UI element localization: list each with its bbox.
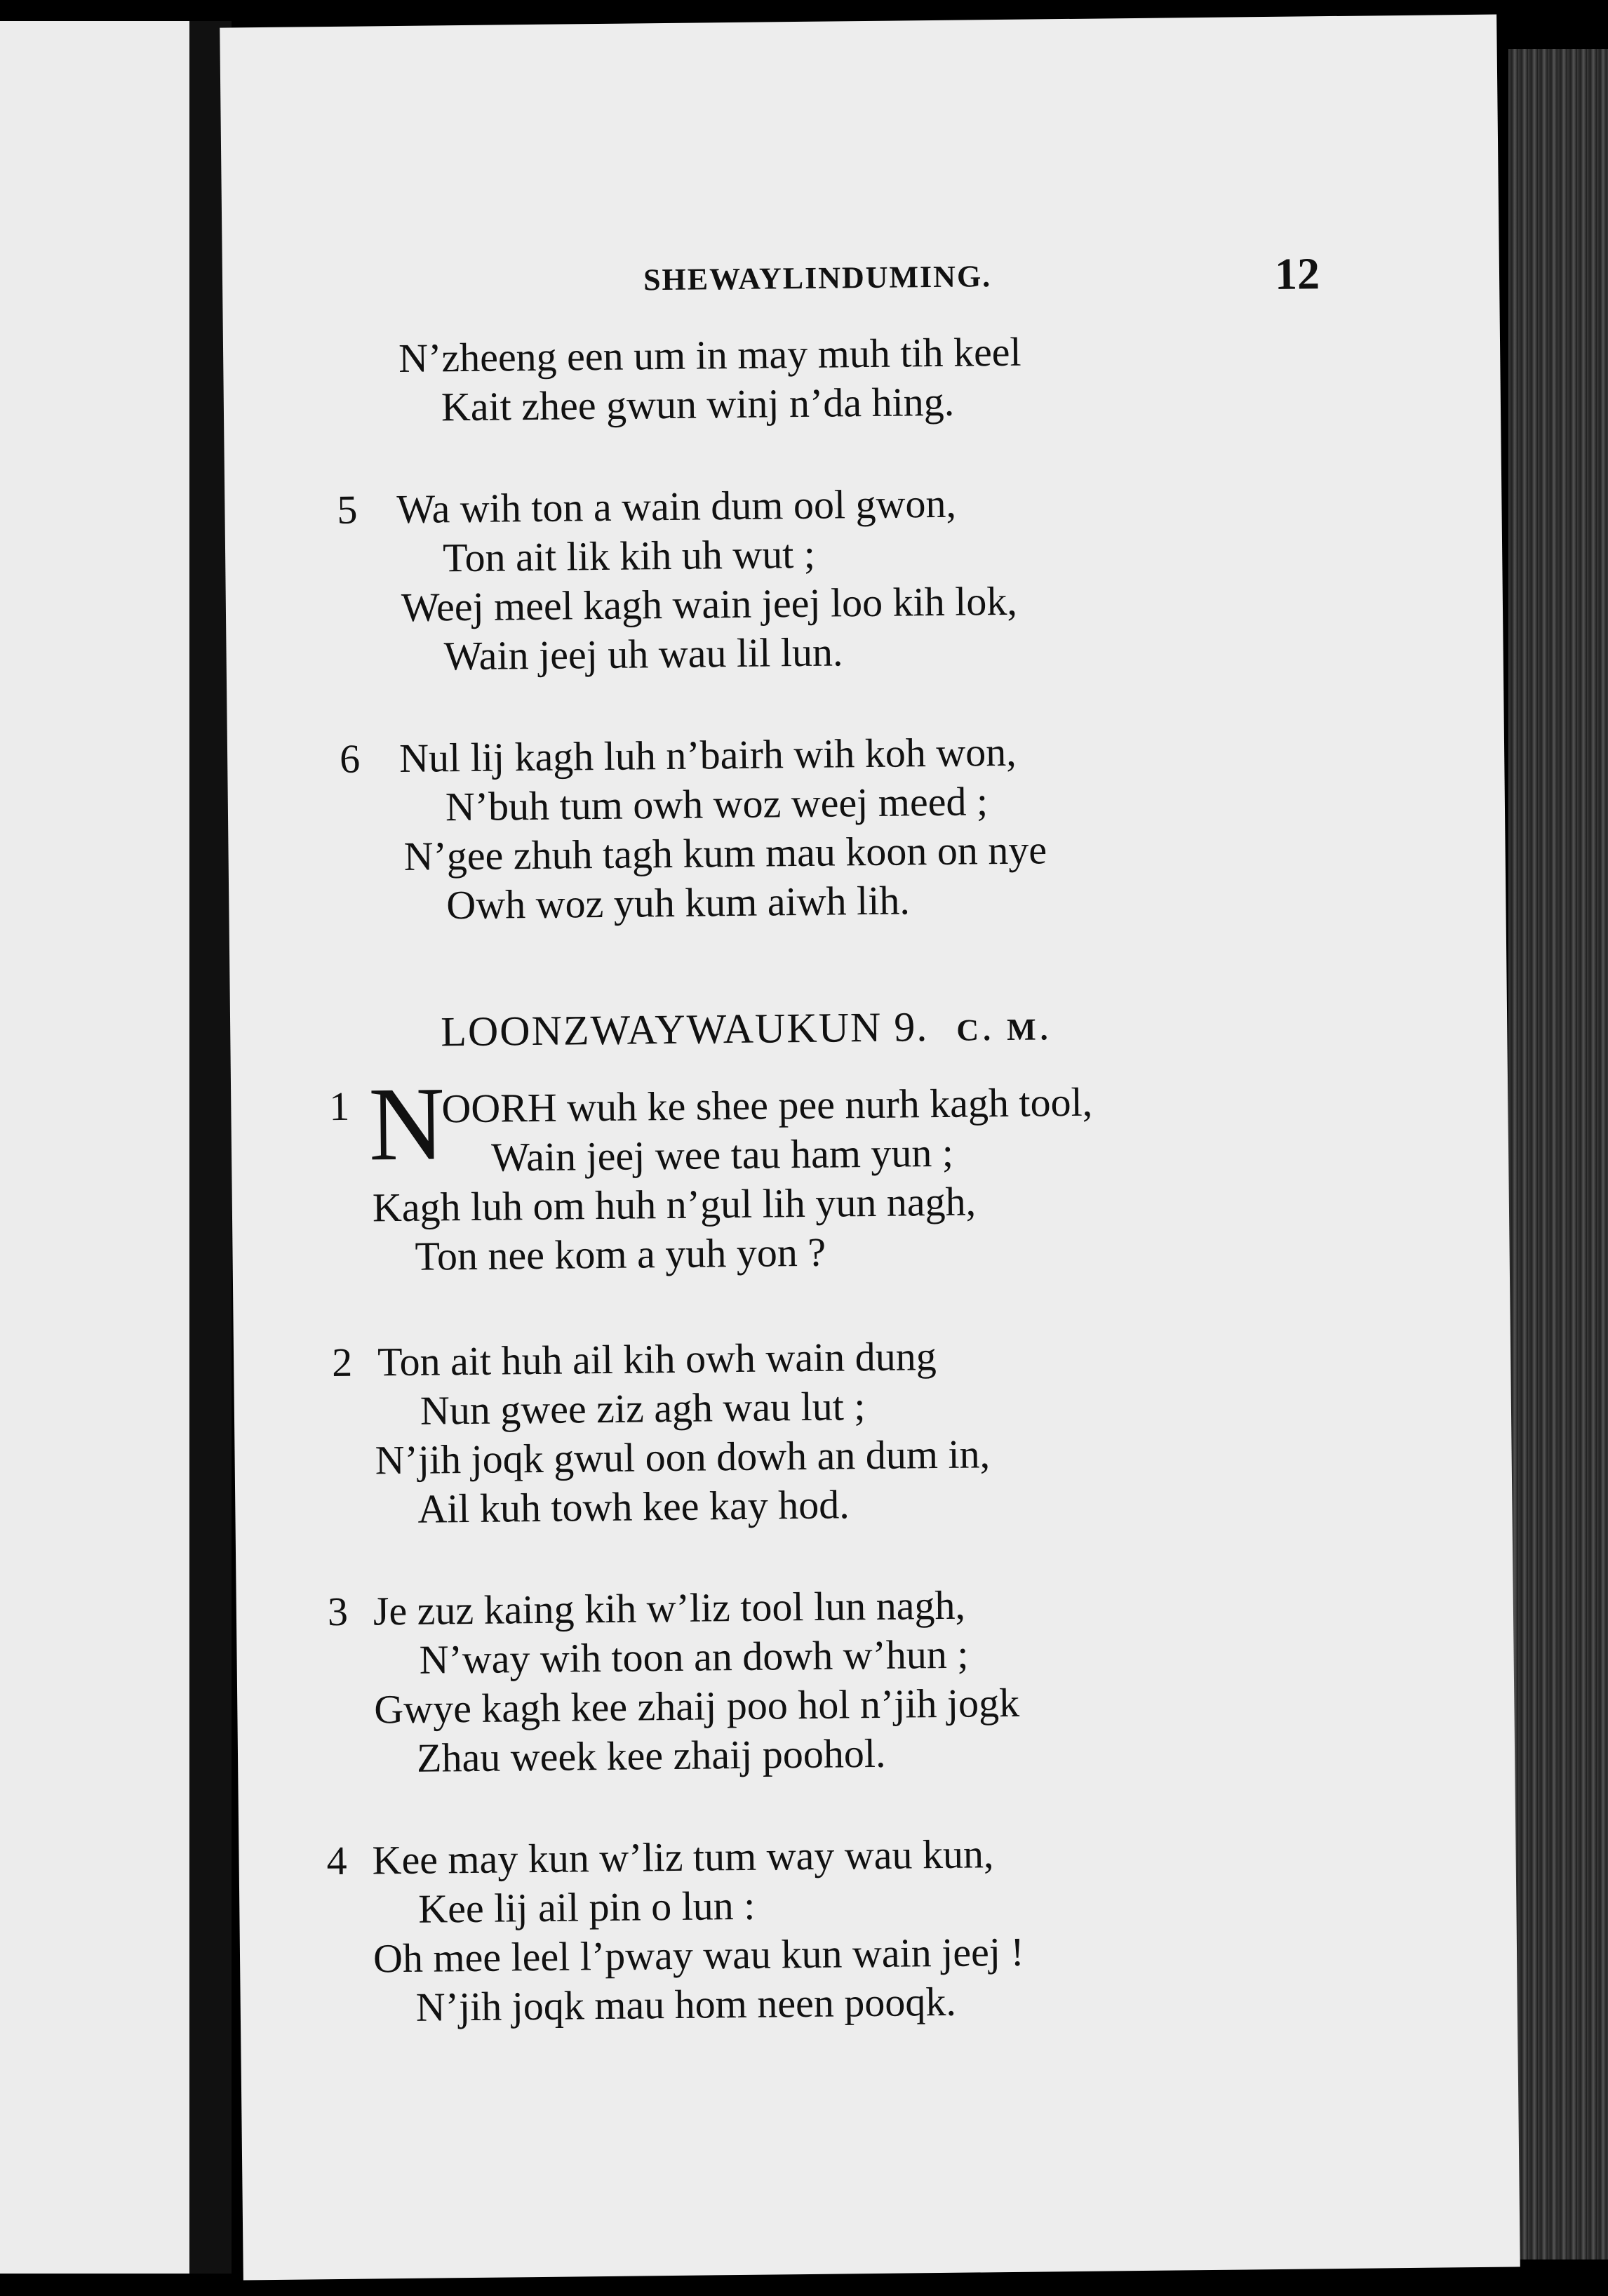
hymn-title-text: LOONZWAYWAUKUN 9. (440, 1003, 929, 1055)
verse-line: Ton ait huh ail kih owh wain dung (377, 1333, 937, 1385)
hymn-meter: C. M. (956, 1012, 1052, 1048)
stanza-number: 1 (329, 1083, 350, 1130)
verse-line: Je zuz kaing kih w’liz tool lun nagh, (373, 1582, 966, 1634)
verse-line: N’buh tum owh woz weej meed ; (445, 778, 989, 830)
verse-line: Weej meel kagh wain jeej loo kih lok, (401, 578, 1018, 630)
stanza-number: 2 (331, 1339, 353, 1386)
verse-line: Gwye kagh kee zhaij poo hol n’jih jogk (374, 1679, 1020, 1733)
verse-line: N’jih joqk mau hom neen pooqk. (415, 1978, 957, 2030)
verse-line: N’way wih toon an dowh w’hun ; (419, 1631, 969, 1683)
verse-line: OORH wuh ke shee pee nurh kagh tool, (441, 1079, 1093, 1132)
stanza-number: 3 (327, 1588, 349, 1635)
verse-line: Wain jeej wee tau ham yun ; (490, 1129, 954, 1180)
verse-line: Ton nee kom a yuh yon ? (415, 1229, 826, 1279)
verse-line: N’zheeng een um in may muh tih keel (398, 328, 1021, 381)
verse-line: Kagh luh om huh n’gul lih yun nagh, (372, 1178, 977, 1231)
verse-line: N’gee zhuh tagh kum mau koon on nye (403, 827, 1047, 879)
verse-line: Nul lij kagh luh n’bairh wih koh won, (398, 728, 1017, 781)
verse-line: Wa wih ton a wain dum ool gwon, (396, 480, 957, 533)
stanza-number: 4 (326, 1837, 347, 1884)
verse-line: Nun gwee ziz agh wau lut ; (420, 1383, 866, 1434)
book-page (220, 15, 1520, 2281)
stanza-number: 6 (339, 735, 361, 782)
verse-line: Ail kuh towh kee kay hod. (417, 1481, 850, 1532)
page-number: 12 (1274, 248, 1320, 299)
facing-page (0, 21, 189, 2274)
verse-line: Wain jeej uh wau lil lun. (443, 629, 843, 679)
verse-line: Kee may kun w’liz tum way wau kun, (372, 1831, 994, 1883)
verse-line: Ton ait lik kih uh wut ; (442, 530, 816, 581)
drop-cap: N (368, 1065, 445, 1183)
verse-line: Kait zhee gwun winj n’da hing. (441, 378, 955, 430)
verse-line: N’jih joqk gwul oon dowh an dum in, (375, 1431, 991, 1483)
running-head: SHEWAYLINDUMING. (643, 259, 992, 298)
hymn-title (441, 1001, 1052, 1056)
verse-line: Oh mee leel l’pway wau kun wain jeej ! (373, 1928, 1025, 1982)
page-edge (1508, 49, 1608, 2260)
verse-line: Kee lij ail pin o lun : (417, 1882, 756, 1932)
stanza-number: 5 (337, 486, 358, 533)
verse-line: Zhau week kee zhaij poohol. (416, 1730, 886, 1781)
verse-line: Owh woz yuh kum aiwh lih. (446, 877, 911, 928)
